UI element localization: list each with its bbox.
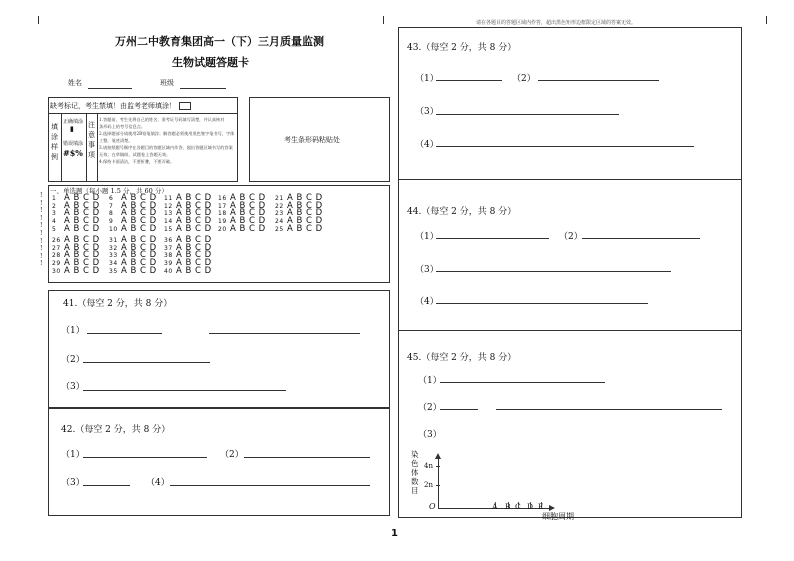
mc-options[interactable]: A B C D — [230, 193, 266, 203]
mc-options[interactable]: A B C D — [230, 208, 266, 219]
mc-question-number: 9 — [109, 218, 114, 226]
mc-question-number: 2 — [52, 202, 57, 210]
q41-blank-1a[interactable] — [87, 333, 162, 334]
q45-label-3: （3） — [418, 430, 442, 440]
q41-blank-3[interactable] — [83, 390, 286, 391]
wrong-fill-label: 错误填涂 — [63, 141, 84, 147]
mc-question-number: 29 — [52, 260, 61, 268]
mc-options[interactable]: A B C D — [287, 216, 323, 227]
mc-options[interactable]: A B C D — [121, 200, 157, 211]
q44-blank-1[interactable] — [436, 238, 549, 239]
corner-mark-right — [766, 16, 767, 24]
mc-options[interactable]: A B C D — [121, 265, 157, 276]
absent-checkbox[interactable] — [179, 102, 191, 110]
mc-options[interactable]: A B C D — [64, 216, 100, 227]
q45-label-2: （2） — [418, 403, 442, 413]
graph-xtick-label: A — [492, 502, 498, 511]
fill-example-label: 填涂样例 — [51, 123, 58, 161]
note-line: 2.选择题部分请使用2B铅笔填涂；解答题必须使用黑色签字笔书写，字体工整，笔迹清楚。 — [99, 131, 235, 143]
mc-options[interactable]: A B C D — [176, 200, 212, 211]
q44-label-3: （3） — [415, 265, 439, 275]
mc-question-number: 1 — [52, 195, 57, 202]
q41-label-2: （2） — [61, 355, 85, 365]
mc-question-number: 30 — [52, 267, 61, 275]
mc-options[interactable]: A B C D — [176, 265, 212, 276]
q45-heading: 45.（每空 2 分，共 8 分） — [407, 353, 517, 363]
q42-blank-1[interactable] — [83, 457, 207, 458]
mc-question-10[interactable] — [109, 224, 157, 234]
mc-options[interactable]: A B C D — [121, 216, 157, 227]
graph-origin: O — [429, 502, 436, 511]
mc-question-15[interactable] — [164, 224, 212, 234]
q45-label-1: （1） — [418, 376, 442, 386]
mc-options[interactable]: A B C D — [64, 193, 100, 203]
correct-fill-label: 正确填涂 — [63, 119, 84, 125]
mc-options[interactable]: A B C D — [176, 235, 212, 245]
mc-options[interactable]: A B C D — [230, 216, 266, 227]
graph-y-arrow — [435, 453, 441, 459]
mc-options[interactable]: A B C D — [121, 193, 157, 203]
mc-question-number: 40 — [164, 267, 173, 275]
mc-question-number: 20 — [218, 225, 227, 233]
q43-label-2: （2） — [512, 74, 536, 84]
q42-blank-3[interactable] — [83, 485, 130, 486]
mc-options[interactable]: A B C D — [64, 250, 100, 261]
mc-question-25[interactable] — [275, 224, 323, 234]
mc-options[interactable]: A B C D — [64, 265, 100, 276]
graph-xtick-label: E — [538, 502, 544, 511]
q45-blank-2b[interactable] — [496, 409, 722, 410]
q42-label-2: （2） — [220, 450, 244, 460]
q43-blank-4[interactable] — [436, 146, 694, 147]
mc-question-number: 21 — [275, 195, 284, 202]
mc-question-number: 4 — [52, 218, 57, 226]
mc-question-number: 8 — [109, 210, 114, 218]
mc-options[interactable]: A B C D — [121, 250, 157, 261]
mc-question-number: 3 — [52, 210, 57, 218]
mc-question-number: 7 — [109, 202, 114, 210]
mc-question-number: 11 — [164, 195, 173, 202]
graph-xlabel: 细胞周期 — [542, 512, 574, 521]
q43-blank-3[interactable] — [436, 114, 619, 115]
page-number: 1 — [391, 528, 398, 539]
q42-label-1: （1） — [61, 450, 85, 460]
mc-question-number: 18 — [218, 210, 227, 218]
mc-question-number: 33 — [109, 252, 118, 260]
notes-divider-a — [86, 113, 87, 182]
mc-question-number: 32 — [109, 244, 118, 252]
mc-question-number: 16 — [218, 195, 227, 202]
correct-fill-mark: ▮ — [70, 125, 74, 133]
q43-label-3: （3） — [415, 107, 439, 117]
graph-ytick-2n: 2n — [424, 481, 433, 489]
mc-question-number: 19 — [218, 218, 227, 226]
notes-list — [99, 116, 236, 165]
mc-question-40[interactable] — [164, 266, 212, 276]
q45-blank-1[interactable] — [440, 382, 605, 383]
mc-question-number: 10 — [109, 225, 118, 233]
mc-options[interactable]: A B C D — [176, 216, 212, 227]
q44-label-4: （4） — [415, 297, 439, 307]
q44-blank-4[interactable] — [436, 303, 648, 304]
q43-q44-divider — [398, 179, 742, 180]
q44-q45-divider — [398, 330, 742, 331]
mc-options[interactable]: A B C D — [64, 235, 100, 245]
graph-xtick-label: D — [527, 502, 534, 511]
graph-ytick-mark-4n — [436, 466, 440, 467]
mc-options[interactable]: A B C D — [287, 200, 323, 211]
mc-options[interactable]: A B C D — [121, 208, 157, 219]
q45-blank-2a[interactable] — [440, 409, 478, 410]
mc-options[interactable]: A B C D — [176, 242, 212, 253]
mc-question-number: 13 — [164, 210, 173, 218]
q42-blank-2[interactable] — [244, 457, 370, 458]
mc-question-number: 5 — [52, 225, 57, 233]
barcode-text: 考生条形码粘贴处 — [284, 136, 340, 144]
mc-question-number: 26 — [52, 237, 61, 244]
mc-question-number: 25 — [275, 225, 284, 233]
mc-question-number: 39 — [164, 260, 173, 268]
mc-options[interactable]: A B C D — [287, 223, 323, 234]
name-field[interactable] — [88, 88, 132, 89]
q44-label-2: （2） — [559, 232, 583, 242]
mc-question-number: 38 — [164, 252, 173, 260]
q44-blank-2[interactable] — [582, 238, 700, 239]
right-column — [398, 27, 742, 518]
q42-heading: 42.（每空 2 分，共 8 分） — [61, 425, 171, 435]
q41-blank-2[interactable] — [83, 362, 210, 363]
mc-question-number: 24 — [275, 218, 284, 226]
graph-ylabel: 染色体数目 — [411, 450, 419, 495]
q41-blank-1b[interactable] — [209, 333, 360, 334]
mc-options[interactable]: A B C D — [64, 208, 100, 219]
mc-options[interactable]: A B C D — [121, 235, 157, 245]
mc-options[interactable]: A B C D — [64, 258, 100, 269]
mc-question-number: 36 — [164, 237, 173, 244]
section1-title: 一、单选题（每小题 1.5 分，共 60 分） — [50, 187, 168, 195]
mc-options[interactable]: A B C D — [230, 223, 266, 234]
mc-question-35[interactable] — [109, 266, 157, 276]
example-divider — [61, 113, 62, 182]
mc-options[interactable]: A B C D — [64, 200, 100, 211]
mc-options[interactable]: A B C D — [287, 208, 323, 219]
graph-ytick-mark-2n — [436, 485, 440, 486]
class-field[interactable] — [180, 88, 226, 89]
q42-label-4: （4） — [146, 478, 170, 488]
mc-question-number: 12 — [164, 202, 173, 210]
corner-mark-mid — [383, 16, 384, 24]
mc-question-number: 37 — [164, 244, 173, 252]
mc-options[interactable]: A B C D — [176, 193, 212, 203]
mc-options[interactable]: A B C D — [176, 250, 212, 261]
mc-question-number: 6 — [109, 195, 114, 202]
graph-xtick-label: B — [505, 502, 511, 511]
q44-heading: 44.（每空 2 分，共 8 分） — [407, 207, 517, 217]
note-line: 条形码上的考号信息点。 — [99, 124, 146, 129]
q43-heading: 43.（每空 2 分，共 8 分） — [407, 43, 517, 53]
q43-blank-1[interactable] — [436, 80, 502, 81]
corner-mark-left — [38, 16, 39, 24]
q42-label-3: （3） — [61, 478, 85, 488]
mc-question-number: 23 — [275, 210, 284, 218]
mc-options[interactable]: A B C D — [121, 242, 157, 253]
mc-options[interactable]: A B C D — [64, 223, 100, 234]
mc-question-30[interactable] — [52, 266, 100, 276]
q43-blank-2[interactable] — [538, 80, 659, 81]
mc-options[interactable]: A B C D — [176, 208, 212, 219]
q41-label-1: （1） — [61, 326, 85, 336]
wrong-fill-mark: #$% — [63, 148, 83, 158]
mc-options[interactable]: A B C D — [230, 200, 266, 211]
name-label: 姓名 — [68, 79, 82, 87]
q43-label-4: （4） — [415, 140, 439, 150]
margin-marks: ! ! ! ! ! ! ! ! ! ! — [40, 192, 43, 268]
mc-options[interactable]: A B C D — [176, 258, 212, 269]
notice-text: 请在各题目的答题区域内作答，超出黑色矩形边框限定区域的答案无效。 — [476, 20, 637, 26]
mc-question-number: 35 — [109, 267, 118, 275]
q41-label-3: （3） — [61, 382, 85, 392]
mc-question-number: 17 — [218, 202, 227, 210]
mc-question-number: 34 — [109, 260, 118, 268]
note-line: 4.保持卡面清洁，不要折叠，不要弄破。 — [99, 159, 175, 164]
mc-options[interactable]: A B C D — [287, 193, 323, 203]
mc-question-number: 31 — [109, 237, 118, 244]
q42-blank-4[interactable] — [170, 485, 370, 486]
mc-question-number: 28 — [52, 252, 61, 260]
q41-heading: 41.（每空 2 分，共 8 分） — [63, 299, 173, 309]
mc-options[interactable]: A B C D — [64, 242, 100, 253]
notes-label: 注意事项 — [88, 121, 95, 159]
notes-divider-b — [97, 113, 98, 182]
mc-question-20[interactable] — [218, 224, 266, 234]
class-label: 班级 — [160, 79, 174, 87]
note-line: 3.请按照题号顺序在各题目的答题区域内作答，超出答题区域书写的答案无效；在草稿纸、试题卷上答题无效。 — [99, 145, 233, 157]
q43-label-1: （1） — [415, 74, 439, 84]
mc-options[interactable]: A B C D — [121, 258, 157, 269]
page-subtitle: 生物试题答题卡 — [172, 56, 249, 69]
mc-question-number: 15 — [164, 225, 173, 233]
q44-label-1: （1） — [415, 232, 439, 242]
mc-question-number: 27 — [52, 244, 61, 252]
mc-question-5[interactable] — [52, 224, 100, 234]
note-line: 1.答题前，考生先将自己的姓名、准考证号码填写清楚，并认真核对 — [99, 117, 225, 122]
mc-question-number: 22 — [275, 202, 284, 210]
graph-ytick-4n: 4n — [424, 462, 433, 470]
mc-question-number: 14 — [164, 218, 173, 226]
mc-options[interactable]: A B C D — [176, 223, 212, 234]
page-title: 万州二中教育集团高一（下）三月质量监测 — [115, 35, 324, 48]
q44-blank-3[interactable] — [436, 271, 671, 272]
mc-options[interactable]: A B C D — [121, 223, 157, 234]
absent-text: 缺考标记，考生禁填！由监考老师填涂！ — [50, 102, 176, 110]
graph-xtick-label: C — [515, 502, 521, 511]
info-divider — [48, 113, 238, 114]
